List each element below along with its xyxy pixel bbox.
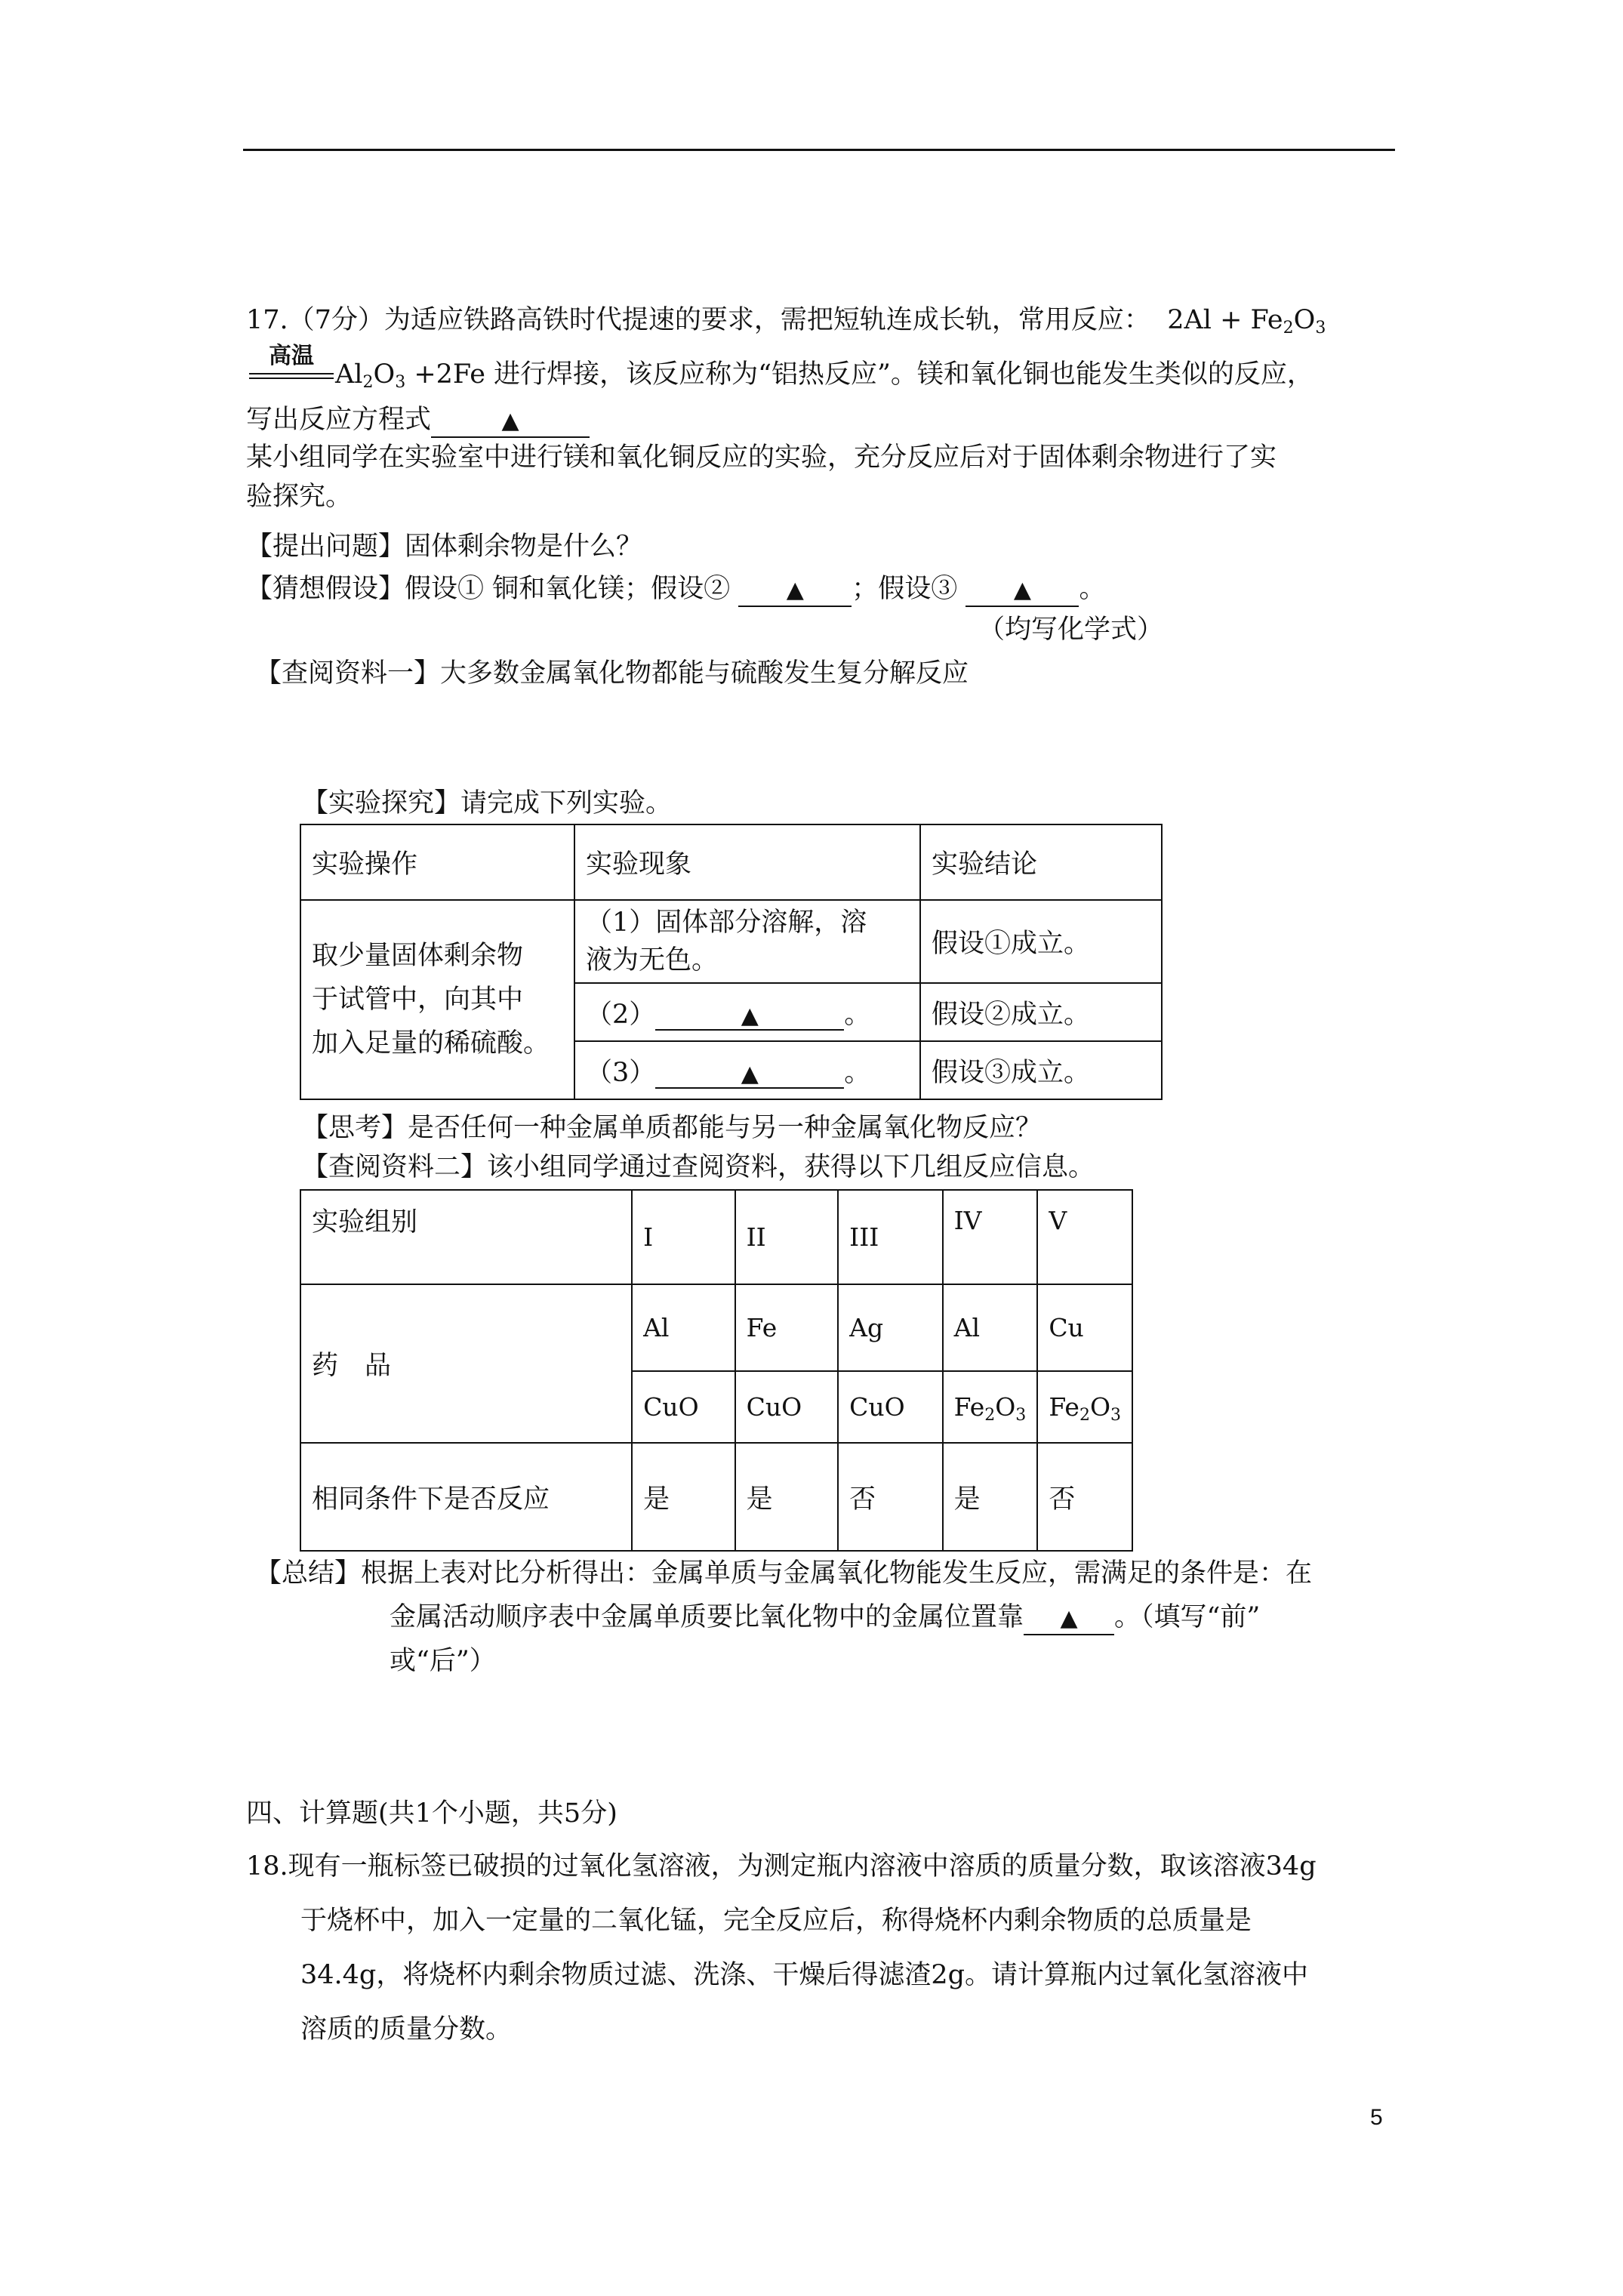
- group-5: V: [1037, 1190, 1132, 1284]
- oxide-5: $Fe_2O_3$: [1037, 1371, 1132, 1443]
- drug-label: 药 品: [300, 1284, 632, 1443]
- reaction-info-table: [300, 1189, 1133, 1552]
- experiment-table: [300, 824, 1163, 1100]
- summary-line1: 【总结】根据上表对比分析得出：金属单质与金属氧化物能发生反应，需满足的条件是：在: [255, 1558, 1313, 1589]
- answer-blank: ▲: [431, 405, 590, 438]
- reaction-condition: 高温: [249, 344, 334, 369]
- header-operation: 实验操作: [300, 824, 574, 900]
- group-4: IV: [943, 1190, 1038, 1284]
- answer-blank: ▲: [738, 574, 852, 607]
- header-rule: [243, 149, 1395, 151]
- group-label: 实验组别: [300, 1190, 632, 1284]
- summary-line2: 金属活动顺序表中金属单质要比氧化物中的金属位置靠 ▲ 。（填写“前”: [390, 1598, 1260, 1637]
- oxide-1: CuO: [632, 1371, 735, 1443]
- answer-blank: ▲: [1024, 1602, 1114, 1635]
- q18-line4: 溶质的质量分数。: [300, 2014, 513, 2045]
- conclusion-3: 假设③成立。: [920, 1041, 1162, 1099]
- result-4: 是: [943, 1443, 1038, 1551]
- q17-line5: 验探究。: [246, 482, 353, 512]
- reference-2: 【查阅资料二】该小组同学通过查阅资料，获得以下几组反应信息。: [302, 1152, 1095, 1182]
- operation-cell: 取少量固体剩余物 于试管中，向其中 加入足量的稀硫酸。: [300, 900, 574, 1099]
- metal-3: Ag: [838, 1284, 942, 1371]
- group-3: III: [838, 1190, 942, 1284]
- raise-question: 【提出问题】固体剩余物是什么？: [246, 532, 643, 562]
- think-line: 【思考】是否任何一种金属单质都能与另一种金属氧化物反应？: [302, 1113, 1042, 1143]
- header-conclusion: 实验结论: [920, 824, 1162, 900]
- conclusion-2: 假设②成立。: [920, 983, 1162, 1041]
- section-title: 四、计算题(共1个小题，共5分): [246, 1798, 617, 1829]
- page-number: 5: [1370, 2105, 1383, 2130]
- answer-blank: ▲: [655, 1002, 844, 1031]
- react-label: 相同条件下是否反应: [300, 1443, 632, 1551]
- phenomenon-2: （2） ▲ 。: [574, 983, 920, 1041]
- q17-line2: $Al_2O_3 +2Fe$ 进行焊接，该反应称为“铝热反应”。镁和氧化铜也能发生类似的反应，: [335, 359, 1313, 392]
- experiment-heading: 【实验探究】请完成下列实验。: [302, 788, 673, 818]
- conclusion-1: 假设①成立。: [920, 900, 1162, 983]
- hypothesis-note: （均写化学式）: [978, 615, 1164, 645]
- answer-blank: ▲: [965, 574, 1079, 607]
- hypothesis-line: 【猜想假设】假设① 铜和氧化镁；假设② ▲ ；假设③ ▲ 。: [246, 569, 1105, 609]
- metal-2: Fe: [735, 1284, 839, 1371]
- result-3: 否: [838, 1443, 942, 1551]
- oxide-3: CuO: [838, 1371, 942, 1443]
- answer-blank: ▲: [655, 1060, 844, 1089]
- group-1: I: [632, 1190, 735, 1284]
- result-2: 是: [735, 1443, 839, 1551]
- metal-1: Al: [632, 1284, 735, 1371]
- metal-4: Al: [943, 1284, 1038, 1371]
- q17-line4: 某小组同学在实验室中进行镁和氧化铜反应的实验，充分反应后对于固体剩余物进行了实: [246, 442, 1277, 473]
- summary-line3: 或“后”）: [390, 1646, 496, 1676]
- header-phenomenon: 实验现象: [574, 824, 920, 900]
- phenomenon-1: （1）固体部分溶解，溶 液为无色。: [574, 900, 920, 983]
- reference-1: 【查阅资料一】大多数金属氧化物都能与硫酸发生复分解反应: [255, 658, 969, 689]
- q17-line1: 17.（7分）为适应铁路高铁时代提速的要求，需把短轨连成长轨，常用反应： $2Al + Fe_2O_3$: [246, 305, 1326, 337]
- q18-line1: 18.现有一瓶标签已破损的过氧化氢溶液，为测定瓶内溶液中溶质的质量分数，取该溶液34g: [246, 1851, 1317, 1881]
- result-1: 是: [632, 1443, 735, 1551]
- phenomenon-3: （3） ▲ 。: [574, 1041, 920, 1099]
- q17-line3: 写出反应方程式 ▲: [246, 400, 590, 439]
- q18-line2: 于烧杯中，加入一定量的二氧化锰，完全反应后，称得烧杯内剩余物质的总质量是: [300, 1906, 1252, 1936]
- group-2: II: [735, 1190, 839, 1284]
- oxide-2: CuO: [735, 1371, 839, 1443]
- oxide-4: $Fe_2O_3$: [943, 1371, 1038, 1443]
- metal-5: Cu: [1037, 1284, 1132, 1371]
- q18-line3: 34.4g，将烧杯内剩余物质过滤、洗涤、干燥后得滤渣2g。请计算瓶内过氧化氢溶液中: [300, 1960, 1309, 1990]
- result-5: 否: [1037, 1443, 1132, 1551]
